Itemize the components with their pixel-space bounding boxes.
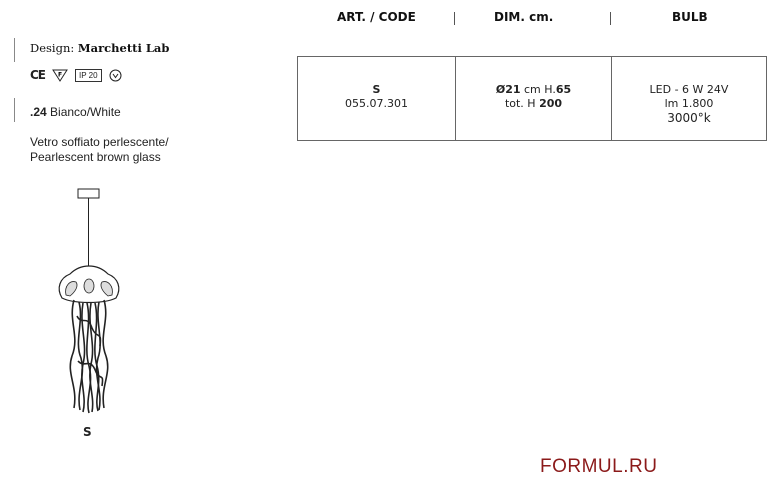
color-code-number: .24 [30, 105, 47, 119]
brand-watermark: FORMUL.RU [540, 456, 658, 477]
art-size: S [372, 83, 381, 96]
bulb-line-1: LED - 6 W 24V [649, 83, 729, 96]
spec-table [297, 56, 767, 141]
design-name: Marchetti Lab [77, 41, 170, 55]
f-mark-icon [52, 69, 68, 82]
design-bar [14, 38, 15, 62]
ce-mark-icon: CE [30, 68, 46, 82]
color-code-name: Bianco/White [50, 105, 121, 119]
cell-bulb [611, 57, 766, 140]
cell-dimensions [455, 57, 611, 140]
bulb-line-3: 3000°k [667, 111, 711, 125]
cell-art-code [298, 57, 455, 140]
dim-line-1: Ø21 cm H.65 [495, 83, 572, 96]
certification-icons [30, 68, 122, 82]
bulb-line-2: lm 1.800 [664, 97, 714, 110]
design-label: Design: [30, 41, 75, 55]
ip-rating-badge: IP 20 [75, 69, 102, 82]
material-description [30, 135, 169, 165]
dimmable-icon [109, 69, 122, 82]
lamp-drawing [52, 186, 126, 416]
material-line-1: Vetro soffiato perlescente/ [30, 135, 169, 149]
header-separator [610, 12, 611, 25]
color-code [30, 105, 121, 119]
header-bulb: BULB [672, 10, 708, 24]
art-code: 055.07.301 [345, 97, 408, 110]
header-separator [454, 12, 455, 25]
header-dim: DIM. cm. [494, 10, 554, 24]
code-bar [14, 98, 15, 122]
header-art-code: ART. / CODE [337, 10, 416, 24]
dim-line-2: tot. H 200 [504, 97, 563, 110]
lamp-size-label: S [83, 425, 92, 439]
material-line-2: Pearlescent brown glass [30, 150, 161, 164]
f-mark-letter: F [57, 71, 63, 78]
design-credit [30, 41, 169, 55]
